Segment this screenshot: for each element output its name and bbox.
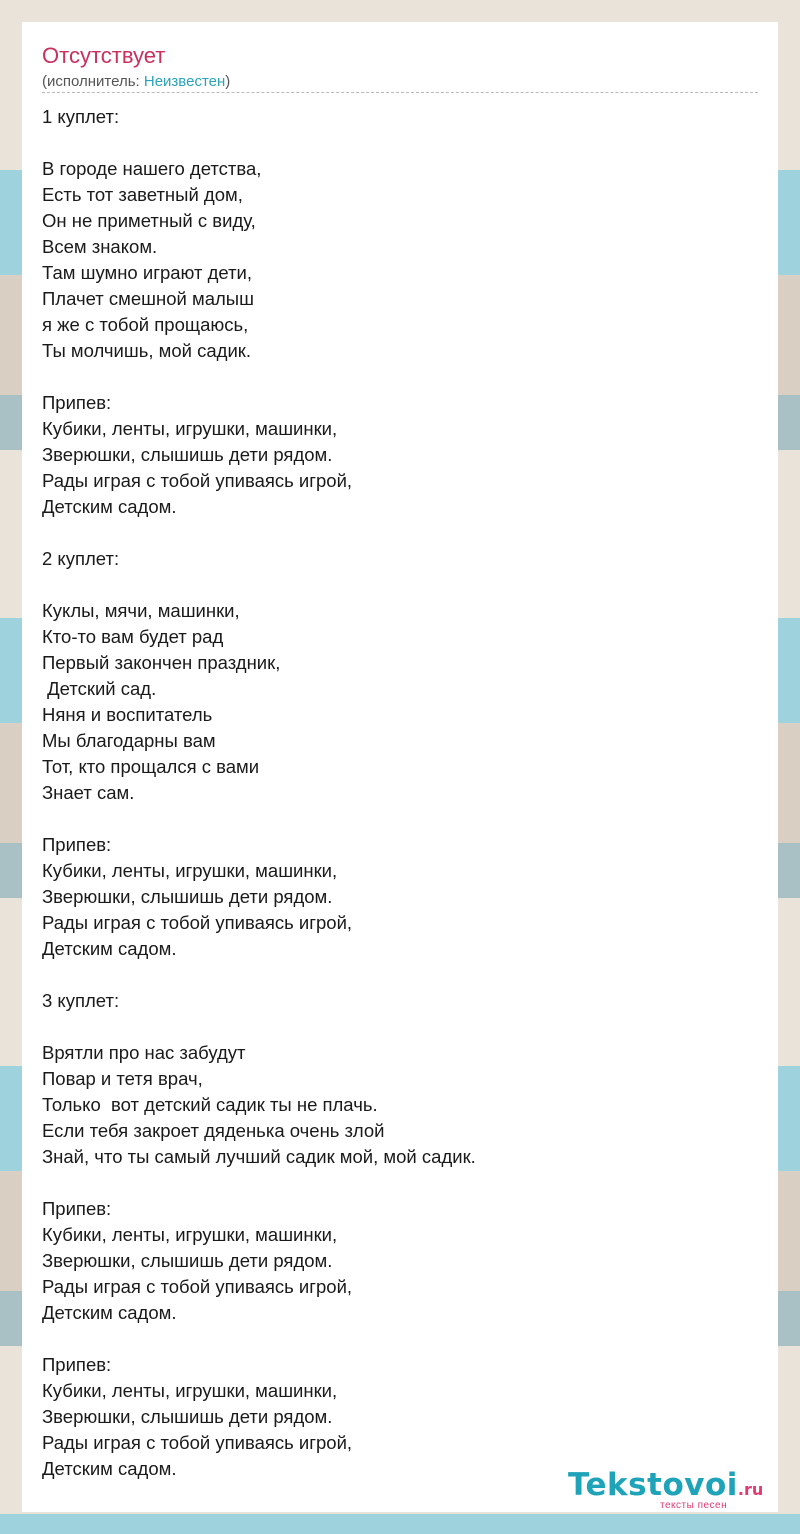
lyric-line xyxy=(42,806,742,832)
lyric-line: Только вот детский садик ты не плачь. xyxy=(42,1094,378,1115)
lyric-line: Там шумно играют дети, xyxy=(42,262,253,283)
performer-prefix: (исполнитель: xyxy=(42,73,144,90)
lyric-line: Он не приметный с виду, xyxy=(42,210,256,231)
lyrics-card xyxy=(22,22,778,1512)
lyric-line: Кубики, ленты, игрушки, машинки, xyxy=(42,418,338,439)
header-divider xyxy=(42,92,758,93)
lyric-line: Есть тот заветный дом, xyxy=(42,184,243,205)
lyric-line xyxy=(42,130,742,156)
lyric-line: Кубики, ленты, игрушки, машинки, xyxy=(42,860,338,881)
lyric-line: Первый закончен праздник, xyxy=(42,652,281,673)
lyric-line: Зверюшки, слышишь дети рядом. xyxy=(42,1250,333,1271)
lyric-line: Плачет смешной малыш xyxy=(42,288,254,309)
lyric-line: Зверюшки, слышишь дети рядом. xyxy=(42,444,333,465)
lyric-line: Детским садом. xyxy=(42,938,177,959)
performer-suffix: ) xyxy=(225,73,231,90)
site-logo[interactable] xyxy=(568,1467,764,1511)
lyric-line: Тот, кто прощался с вами xyxy=(42,756,260,777)
lyric-line: Всем знаком. xyxy=(42,236,158,257)
lyric-line: Припев: xyxy=(42,834,112,855)
lyric-line: Куклы, мячи, машинки, xyxy=(42,600,240,621)
lyric-line: Кубики, ленты, игрушки, машинки, xyxy=(42,1224,338,1245)
lyric-line: Врятли про нас забудут xyxy=(42,1042,246,1063)
lyric-line: Детским садом. xyxy=(42,1458,177,1479)
logo-tld: .ru xyxy=(737,1480,764,1499)
lyric-line: Рады играя с тобой упиваясь игрой, xyxy=(42,1276,353,1297)
lyric-line: Если тебя закроет дяденька очень злой xyxy=(42,1120,385,1141)
logo-tagline: тексты песен xyxy=(660,1500,728,1511)
lyric-line: Кто-то вам будет рад xyxy=(42,626,224,647)
lyric-line: Припев: xyxy=(42,392,112,413)
lyrics-text xyxy=(42,104,742,1482)
lyric-line: Рады играя с тобой упиваясь игрой, xyxy=(42,1432,353,1453)
lyric-line: Рады играя с тобой упиваясь игрой, xyxy=(42,470,353,491)
lyric-line xyxy=(42,1326,742,1352)
lyric-line: Припев: xyxy=(42,1354,112,1375)
lyric-line: Детский сад. xyxy=(42,678,157,699)
lyric-line: Мы благодарны вам xyxy=(42,730,216,751)
logo-word: Tekstovoi xyxy=(568,1467,738,1503)
lyric-line: Припев: xyxy=(42,1198,112,1219)
lyric-line: Детским садом. xyxy=(42,496,177,517)
lyric-line: я же с тобой прощаюсь, xyxy=(42,314,249,335)
lyric-line: Ты молчишь, мой садик. xyxy=(42,340,252,361)
performer-line xyxy=(42,72,230,92)
lyric-line: Знай, что ты самый лучший садик мой, мой садик. xyxy=(42,1146,476,1167)
lyric-line: В городе нашего детства, xyxy=(42,158,262,179)
lyric-line: Кубики, ленты, игрушки, машинки, xyxy=(42,1380,338,1401)
lyric-line xyxy=(42,572,742,598)
lyric-line: 1 куплет: xyxy=(42,106,120,127)
lyric-line: Знает сам. xyxy=(42,782,135,803)
lyric-line: Повар и тетя врач, xyxy=(42,1068,203,1089)
performer-link[interactable]: Неизвестен xyxy=(143,73,226,90)
lyric-line: Зверюшки, слышишь дети рядом. xyxy=(42,886,333,907)
lyric-line: Детским садом. xyxy=(42,1302,177,1323)
lyric-line xyxy=(42,962,742,988)
lyric-line: 2 куплет: xyxy=(42,548,120,569)
lyric-line xyxy=(42,1170,742,1196)
lyric-line xyxy=(42,1014,742,1040)
song-title: Отсутствует xyxy=(42,43,166,68)
lyric-line: Няня и воспитатель xyxy=(42,704,213,725)
lyric-line xyxy=(42,520,742,546)
stripe-band xyxy=(0,1514,800,1534)
lyric-line: Зверюшки, слышишь дети рядом. xyxy=(42,1406,333,1427)
lyric-line xyxy=(42,364,742,390)
lyric-line: Рады играя с тобой упиваясь игрой, xyxy=(42,912,353,933)
lyric-line: 3 куплет: xyxy=(42,990,120,1011)
